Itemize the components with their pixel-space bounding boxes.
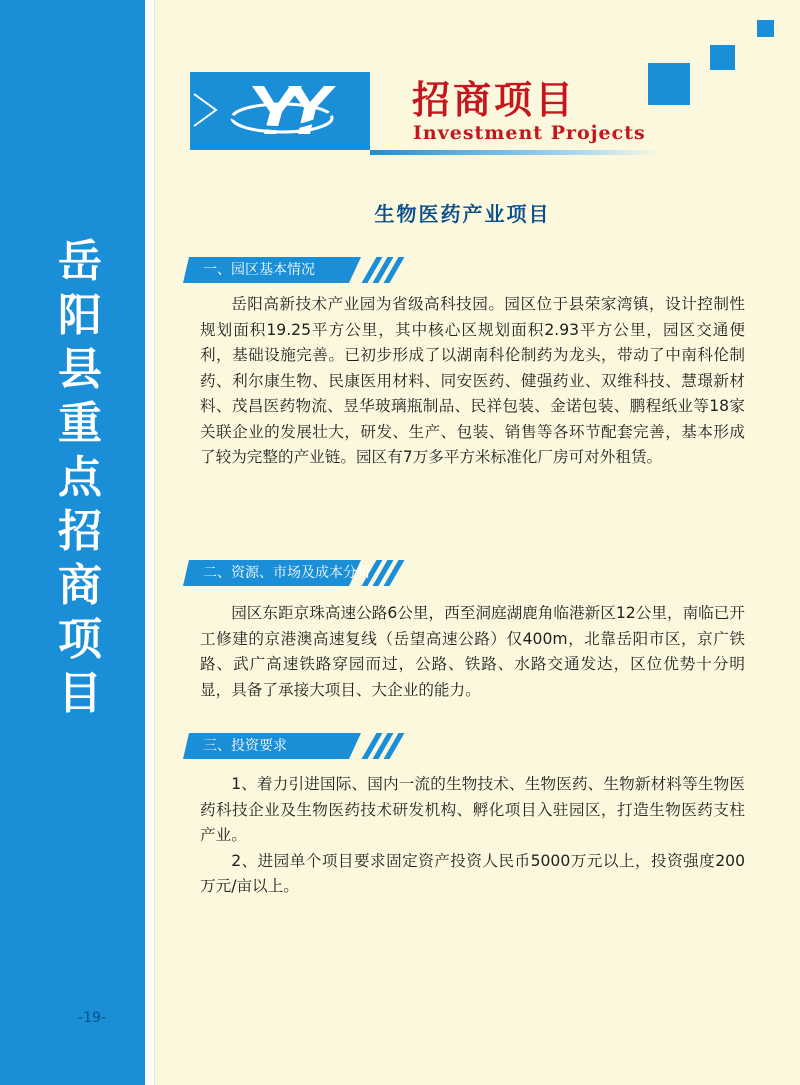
sidebar-vertical-title xyxy=(50,235,110,721)
sidebar-title-char: 项 xyxy=(58,614,102,665)
section-heading-text: 一、园区基本情况 xyxy=(203,262,315,278)
sidebar-title-char: 招 xyxy=(58,506,102,557)
yy-logo-icon xyxy=(190,72,370,150)
section-heading-3 xyxy=(183,733,408,759)
sidebar-title-char: 阳 xyxy=(58,290,102,341)
header-rule xyxy=(370,150,660,155)
section-body-3 xyxy=(200,772,745,900)
sidebar-title-char: 商 xyxy=(58,560,102,611)
sidebar-title-char: 点 xyxy=(58,452,102,503)
section-heading-text: 二、资源、市场及成本分析 xyxy=(203,565,371,581)
logo-banner xyxy=(190,72,370,150)
sidebar-edge xyxy=(145,0,155,1085)
section-heading-1 xyxy=(183,257,408,283)
paragraph: 园区东距京珠高速公路6公里，西至洞庭湖鹿角临港新区12公里，南临已开工修建的京港澳高速复线（岳望高速公路）仅400m，北靠岳阳市区，京广铁路、武广高速铁路穿园而过，公路、铁路、水路交通发达，区位优势十分明显，具备了承接大项目、大企业的能力。 xyxy=(200,604,745,699)
section-body-2 xyxy=(200,601,745,703)
decor-square xyxy=(757,20,774,37)
section-heading-text: 三、投资要求 xyxy=(203,738,287,754)
paragraph: 岳阳高新技术产业园为省级高科技园。园区位于县荣家湾镇，设计控制性规划面积19.25平方公里，其中核心区规划面积2.93平方公里，园区交通便利，基础设施完善。已初步形成了以湖南科伦制药为龙头，带动了中南科伦制药、利尔康生物、民康医用材料、同安医药、健强药业、双维科技、慧璟新材料、茂昌医药物流、昱华玻璃瓶制品、民祥包装、金诺包装、鹏程纸业等18家关联企业的发展壮大，研发、生产、包装、销售等各环节配套完善，基本形成了较为完整的产业链。园区有7万多平方米标准化厂房可对外租赁。 xyxy=(200,295,745,466)
page-number: -19- xyxy=(78,1010,106,1026)
section-heading-2 xyxy=(183,560,408,586)
section-body-1 xyxy=(200,292,745,471)
paragraph: 2、进园单个项目要求固定资产投资人民币5000万元以上，投资强度200万元/亩以上。 xyxy=(200,851,745,895)
decor-square xyxy=(710,45,735,70)
sidebar-title-char: 岳 xyxy=(58,236,102,287)
header-subtitle: Investment Projects xyxy=(413,122,646,144)
sidebar-title-char: 重 xyxy=(58,398,102,449)
sidebar-title-char: 县 xyxy=(58,344,102,395)
header-title: 招商项目 xyxy=(412,77,577,122)
document-title: 生物医药产业项目 xyxy=(374,202,551,226)
decor-square xyxy=(648,63,690,105)
sidebar-title-char: 目 xyxy=(58,668,102,719)
paragraph: 1、着力引进国际、国内一流的生物技术、生物医药、生物新材料等生物医药科技企业及生物医药技术研发机构、孵化项目入驻园区，打造生物医药支柱产业。 xyxy=(200,775,745,844)
